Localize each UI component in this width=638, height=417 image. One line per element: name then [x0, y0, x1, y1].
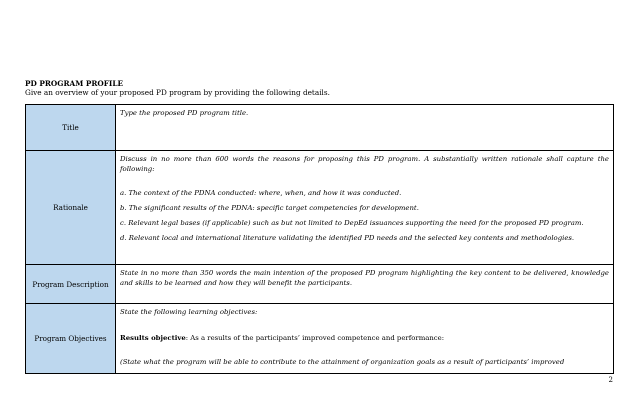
description-row [26, 265, 614, 304]
rationale-intro: Discuss in no more than 600 words the reasons for proposing this PD program. A substantially written rationale shall capture the following: [120, 155, 609, 173]
page-heading [25, 79, 330, 97]
objectives-content[interactable] [116, 304, 614, 374]
rationale-label: Rationale [26, 151, 116, 265]
program-profile-table [25, 104, 614, 374]
title-row [26, 105, 614, 151]
results-objective-text: : As a results of the participants’ improved competence and performance: [185, 334, 445, 342]
page-number: 2 [608, 376, 613, 384]
title-instruction: Type the proposed PD program title. [120, 109, 249, 117]
objectives-row [26, 304, 614, 374]
document-intro: Give an overview of your proposed PD program by providing the following details. [25, 88, 330, 97]
rationale-item-b: b. The significant results of the PDNA: specific target competencies for development. [120, 204, 419, 212]
rationale-item-c: c. Relevant legal bases (if applicable) such as but not limited to DepEd issuances supporting the need for the proposed PD program. [120, 219, 584, 227]
rationale-item-a: a. The context of the PDNA conducted: where, when, and how it was conducted. [120, 189, 402, 197]
description-label: Program Description [26, 265, 116, 304]
document-title: PD PROGRAM PROFILE [25, 79, 124, 88]
title-content[interactable] [116, 105, 614, 151]
objectives-intro: State the following learning objectives: [120, 308, 258, 316]
objectives-note: (State what the program will be able to contribute to the attainment of organization goals as a result of participants’ improved [120, 358, 565, 366]
results-objective [120, 333, 609, 343]
results-objective-label: Results objective [120, 334, 186, 342]
title-label: Title [26, 105, 116, 151]
rationale-row [26, 151, 614, 265]
objectives-label: Program Objectives [26, 304, 116, 374]
description-content[interactable] [116, 265, 614, 304]
rationale-item-d: d. Relevant local and international literature validating the identified PD needs and the selected key contents and methodologies. [120, 234, 575, 242]
rationale-content[interactable] [116, 151, 614, 265]
description-instruction: State in no more than 350 words the main intention of the proposed PD program highlighting the key content to be delivered, knowledge and skills to be learned and how they will benefit the participants. [120, 269, 609, 287]
